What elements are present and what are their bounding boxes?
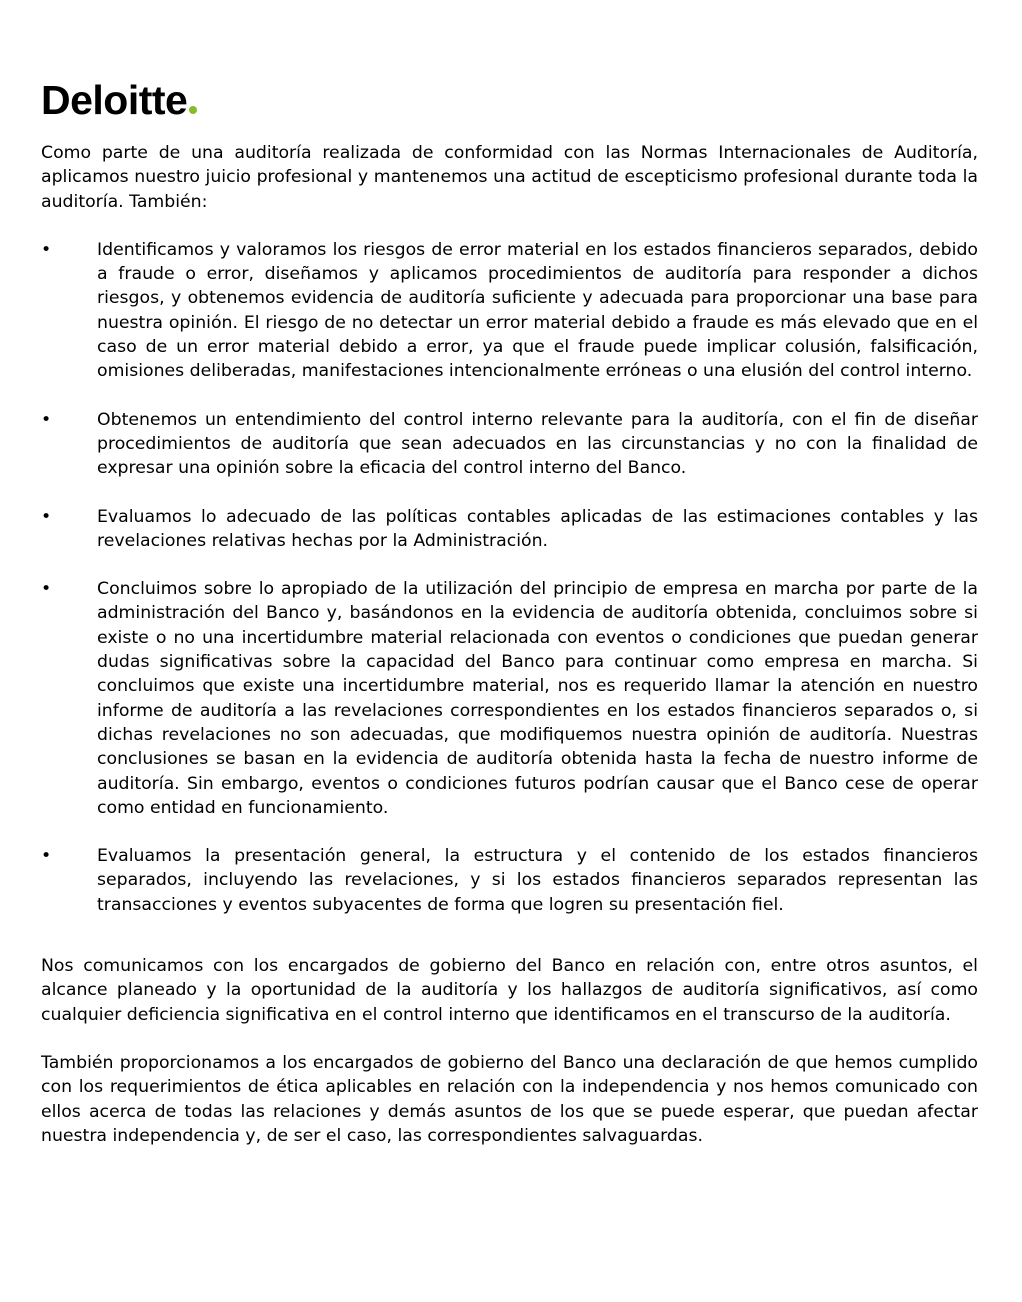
bullet-text: Concluimos sobre lo apropiado de la utilización del principio de empresa en marcha por parte de la administración del Banco y, basándonos en la evidencia de auditoría obtenida, concluimos sobre si existe o no una incertidumbre material relacionada con eventos o condiciones que puedan generar dudas significativas sobre la capacidad del Banco para continuar como empresa en marcha. Si concluimos que existe una incertidumbre material, nos es requerido llamar la atención en nuestro informe de auditoría a las revelaciones correspondientes en los estados financieros separados o, si dichas revelaciones no son adecuadas, que modifiquemos nuestra opinión de auditoría. Nuestras conclusiones se basan en la evidencia de auditoría obtenida hasta la fecha de nuestro informe de auditoría. Sin embargo, eventos o condiciones futuros podrían causar que el Banco cese de operar como entidad en funcionamiento. bbox=[97, 579, 978, 818]
bullet-icon: • bbox=[41, 409, 52, 430]
document-page bbox=[41, 78, 978, 1148]
bullet-text: Evaluamos lo adecuado de las políticas contables aplicadas de las estimaciones contables y las revelaciones relativas hechas por la Administración. bbox=[97, 506, 978, 551]
bullet-item bbox=[41, 505, 978, 554]
deloitte-logo bbox=[41, 78, 978, 122]
bullet-list bbox=[41, 238, 978, 917]
bullet-icon: • bbox=[41, 506, 52, 527]
bullet-item bbox=[41, 238, 978, 384]
logo-wordmark: Deloitte bbox=[41, 77, 188, 123]
bullet-text: Evaluamos la presentación general, la estructura y el contenido de los estados financieros separados, incluyendo las revelaciones, y si los estados financieros separados representan las transacciones y eventos subyacentes de forma que logren su presentación fiel. bbox=[97, 846, 978, 915]
independence-paragraph: También proporcionamos a los encargados de gobierno del Banco una declaración de que hemos cumplido con los requerimientos de ética aplicables en relación con la independencia y nos hemos comunicado con ellos acerca de todas las relaciones y demás asuntos de los que se puede esperar, que puedan afectar nuestra independencia y, de ser el caso, las correspondientes salvaguardas. bbox=[41, 1052, 978, 1146]
bullet-text: Obtenemos un entendimiento del control interno relevante para la auditoría, con el fin de diseñar procedimientos de auditoría que sean adecuados en las circunstancias y no con la finalidad de expresar una opinión sobre la eficacia del control interno del Banco. bbox=[97, 409, 978, 479]
bullet-item bbox=[41, 577, 978, 820]
bullet-icon: • bbox=[41, 846, 52, 867]
communication-paragraph: Nos comunicamos con los encargados de gobierno del Banco en relación con, entre otros asuntos, el alcance planeado y la oportunidad de la auditoría y los hallazgos de auditoría significativos, así como cualquier deficiencia significativa en el control interno que identificamos en el transcurso de la auditoría. bbox=[41, 956, 978, 1025]
bullet-item bbox=[41, 408, 978, 481]
bullet-item bbox=[41, 844, 978, 917]
bullet-icon: • bbox=[41, 239, 52, 260]
bullet-text: Identificamos y valoramos los riesgos de error material en los estados financieros separados, debido a fraude o error, diseñamos y aplicamos procedimientos de auditoría para responder a dichos riesgos, y obtenemos evidencia de auditoría suficiente y adecuada para proporcionar una base para nuestra opinión. El riesgo de no detectar un error material debido a fraude es más elevado que en el caso de un error material debido a error, ya que el fraude puede implicar colusión, falsificación, omisiones deliberadas, manifestaciones intencionalmente erróneas o una elusión del control interno. bbox=[97, 239, 978, 382]
bullet-icon: • bbox=[41, 579, 52, 600]
logo-green-dot bbox=[189, 106, 197, 114]
intro-paragraph: Como parte de una auditoría realizada de conformidad con las Normas Internacionales de Auditoría, aplicamos nuestro juicio profesional y mantenemos una actitud de escepticismo profesional durante toda la auditoría. También: bbox=[41, 143, 978, 212]
